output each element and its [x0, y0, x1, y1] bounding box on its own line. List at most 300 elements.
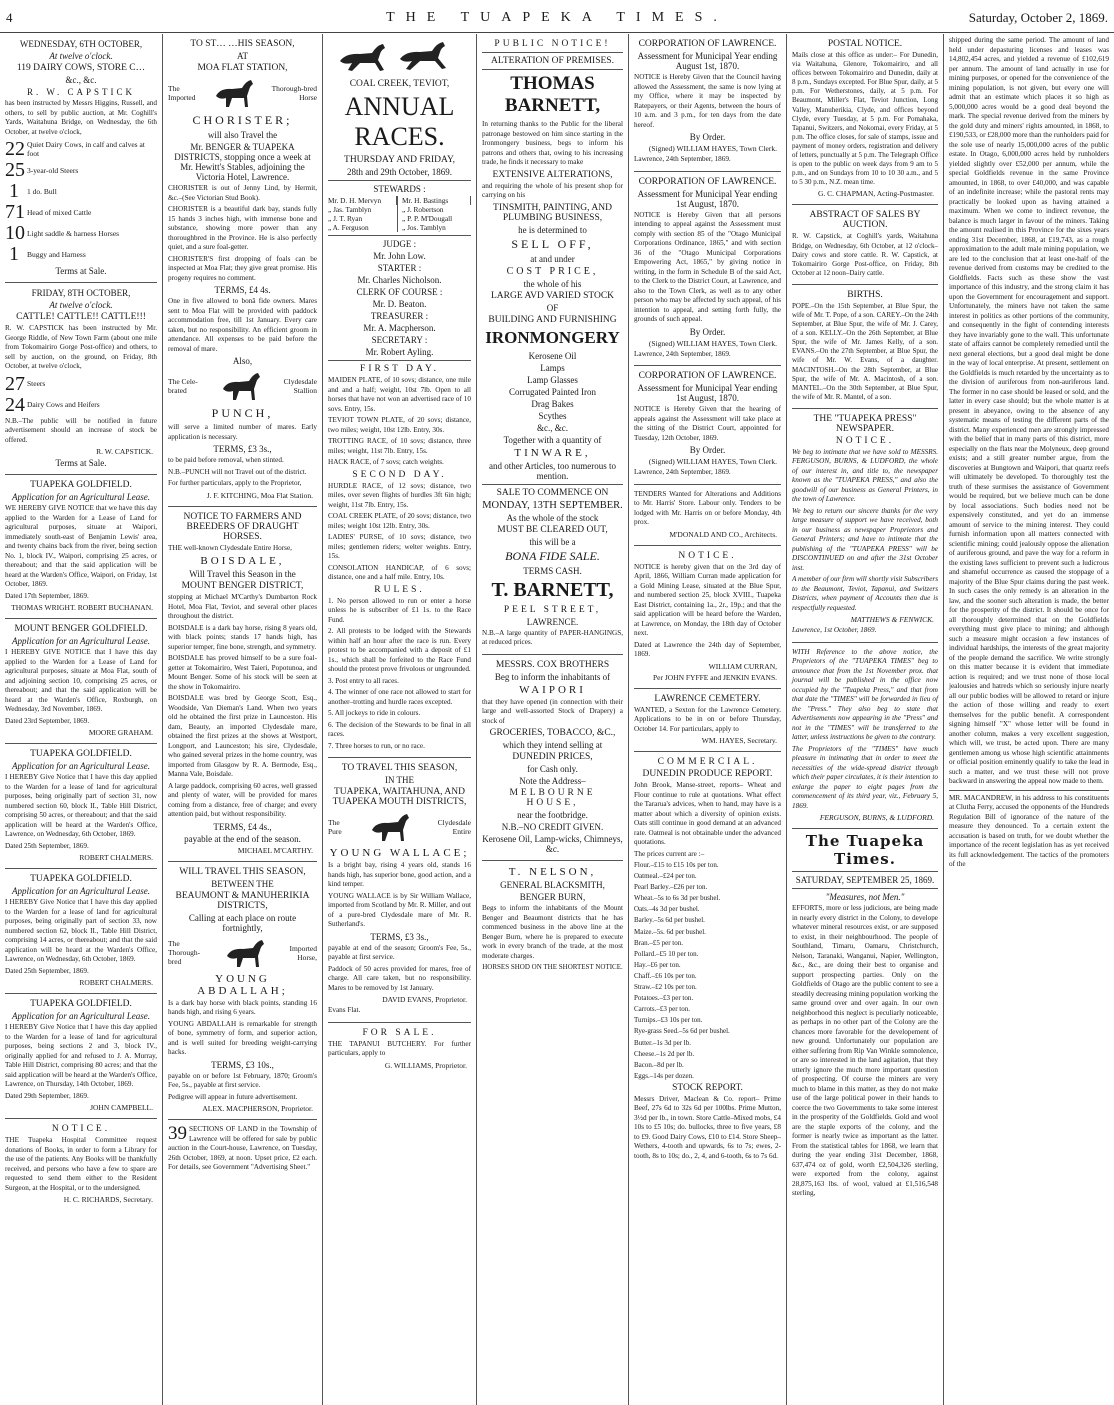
ad-heading: MESSRS. COX BROTHERS	[495, 659, 610, 670]
column-5	[629, 34, 787, 1405]
notice-sub: Application for an Agricultural Lease.	[11, 761, 151, 771]
notice-body: THE Tuapeka Hospital Committee request donations of Books, in order to form a Library for the use of the patients. Any Books will be thankfully received, and persons who have a few to spare are requested to send them either to the Resident Surgeon, at the Hospital, or to the undersigned.	[5, 1136, 157, 1192]
sale-time: At twelve o'clock.	[49, 300, 113, 310]
day-heading: SECOND DAY.	[352, 469, 447, 480]
item-list	[482, 351, 623, 433]
report-body: Messrs Driver, Maclean & Co. report– Prime Beef, 27s 6d to 32s 6d per 100lbs. Prime Mutton, 3½d per lb., in town. Store Cattle–Mixed mobs, £4 10s to £5 10s; do. bullocks, three to five years, £8 to £9. Good Dairy Cows, £10 to £14. Store Sheep– Wethers, 4-tooth and upwards, 6s to 7s; ewes, 2-tooth, 8s to 10s; do., 2, 4, and 6-tooth, 6s to 7s 6d.	[634, 1094, 781, 1160]
notice-date: Lawrence, 24th September, 1869.	[634, 468, 731, 476]
page-number: 4	[6, 10, 13, 25]
notice-body: NOTICE is hereby given that on the 3rd day of April, 1866, William Curran made application for a Gold Mining Lease, situated at the Blue Spur, and numbered section 25, block XVIII., Tuapeka East District, containing 1a., 2r., 19p.; and that the said application will be heard before the Warden, at Lawrence, on Monday, the 18th day of October next.	[634, 562, 781, 637]
ad-paragraph: will serve a limited number of mares. Early application is necessary.	[168, 423, 317, 441]
price-item: Oatmeal.–£24 per ton.	[634, 872, 697, 881]
hospital-notice	[5, 1119, 157, 1210]
ad-line: TERMS CASH.	[523, 565, 582, 576]
notice-date: Dated 23rd September, 1869.	[5, 716, 90, 725]
signature: M'DONALD AND CO., Architects.	[669, 529, 777, 539]
ad-paragraph: YOUNG WALLACE is by Sir William Wallace, imported from Scotland by Mr. R. Miller, and out of a pure-bred Clydesdale mare of Mr. R. Sutherland's.	[328, 891, 471, 928]
ad-heading: BUILDING AND FURNISHING	[488, 314, 617, 325]
ad-heading: BONA FIDE SALE.	[505, 548, 600, 563]
ad-paragraph: Is a dark bay horse with black points, standing 16 hands high, and rising 6 years.	[168, 998, 317, 1016]
signature: WILLIAM CURRAN,	[708, 661, 777, 671]
race-entry: MAIDEN PLATE, of 10 sovs; distance, one mile and and a half; weight, 10st 7lb. Open to all horses that have not won an advertised race of 10 sovs. Entry, 15s.	[328, 376, 471, 413]
ad-heading: TO TRAVEL THIS SEASON,	[341, 763, 458, 773]
ad-line: HORSES SHOD ON THE SHORTEST NOTICE.	[482, 963, 623, 971]
ad-paragraph: CHORISTER is a beautiful dark bay, stands fully 15 hands 3 inches high, with immense bone and substance, showing more power than any thoroughbred in the Province. He is also perfectly quiet, and a sure foal-getter.	[168, 205, 317, 251]
officer-name: Mr. Robert Ayling.	[365, 347, 434, 357]
editorial-date: SATURDAY, SEPTEMBER 25, 1869.	[795, 875, 935, 886]
signature: G. WILLIAMS, Proprietor.	[384, 1060, 467, 1070]
lot-description: 3-year-old Steers	[27, 165, 79, 175]
signature: (Signed) WILLIAM HAYES, Town Clerk.	[648, 457, 777, 466]
officer-title: CLERK OF COURSE :	[356, 287, 443, 297]
races-ad	[328, 34, 471, 758]
notice-heading: POSTAL NOTICE.	[827, 39, 903, 49]
lot-count: 1	[9, 180, 19, 202]
ad-line: will also Travel the	[207, 130, 278, 140]
lease-notice-5	[5, 994, 157, 1119]
price-item: Cheese.–1s 2d per lb.	[634, 1049, 695, 1058]
officer-name: Mr. D. Beaton.	[372, 299, 427, 309]
ad-heading: T. NELSON,	[508, 866, 597, 878]
stewards-right	[398, 196, 471, 232]
notice-body: POPE.–On the 15th September, at Blue Spur, the wife of Mr. T. Pope, of a son. CAREY.–On the 24th September, at Blue Spur, the wife of Mr. J. Carey, of a son. KELLY.–On the 26th September, at Blue Spur, the wife of Mr. James Kelly, of a son. EVANS.–On the 27th September, at Blue Spur, the wife of Mr. W. Evans, of a daughter. MACINTOSH.–On the 28th September, at Blue Spur, the wife of Mr. A. Macintosh, of a son. MANTEL.–On the 30th September, at Blue Spur, the wife of Mr. R. Mantel, of a son.	[792, 301, 938, 401]
ad-paragraph: A large paddock, comprising 60 acres, well grassed and plenty of water, will be provided for mares coming from a distance, free of charge; and every attention paid, but without responsibility.	[168, 781, 317, 818]
notice-body: We beg to intimate that we have sold to MESSRS. FERGUSON, BURNS, & LUDFORD, the whole of our interest in, and title to, the newspaper known as the "TUAPEKA PRESS," and also the goodwill of our business as General Printers, in the town of Lawrence.	[792, 447, 938, 504]
notice-heading: MOUNT BENGER GOLDFIELD.	[14, 624, 148, 634]
mining-lease-notice	[634, 546, 781, 689]
notice-heading: NOTICE.	[51, 1124, 111, 1134]
sale-body: R. W. CAPSTICK has been instructed by Mr. George Riddle, of New Town Farm (about one mile from Tokomairiro Gorge Post-office) and others, to sell by auction, on the ground, on Friday, 8th October, at twelve o'clock,	[5, 324, 157, 370]
notice-date: Lawrence, 24th September, 1869.	[634, 349, 731, 358]
notice-heading: CORPORATION OF LAWRENCE.	[638, 176, 777, 187]
ad-line: payable at the end of the season.	[184, 833, 301, 844]
signature: (Signed) WILLIAM HAYES, Town Clerk.	[648, 338, 777, 348]
ad-line: BENGER BURN,	[519, 892, 586, 902]
sale-heading: 119 DAIRY COWS, STORE C…	[16, 63, 146, 73]
report-line: The prices current are :–	[634, 849, 705, 858]
price-item: Carrots.–£3 per ton.	[634, 1005, 690, 1014]
notice-sub: Application for an Agricultural Lease.	[11, 886, 151, 896]
notice-body: I HEREBY Give Notice that I have this day applied to the Warden for a lease of land for agricultural purposes, being originally part of section 33, now numbered section 62, block II., Table Hill District, comprising 14 acres, or thereabout; and that the said application will be heard at the Warden's Office, Lawrence, on Wednesday, 6th October, 1869.	[5, 898, 157, 963]
ad-address: PEEL STREET,	[503, 604, 602, 615]
horse-block	[168, 76, 317, 110]
signature: J. F. KITCHING, Moa Flat Station.	[206, 490, 313, 500]
ad-heading: SELL OFF,	[511, 236, 594, 251]
horse-block	[168, 936, 317, 970]
lot-row	[5, 395, 157, 415]
blacksmith-ad	[482, 861, 623, 977]
merchant-name: T. BARNETT,	[491, 578, 614, 601]
rule: 3. Post entry to all races.	[328, 676, 399, 685]
boisdale-ad	[168, 507, 317, 862]
signature: (Signed) WILLIAM HAYES, Town Clerk.	[648, 144, 777, 153]
lot-description: Steers	[27, 379, 46, 388]
lot-description: 1 do. Bull	[27, 186, 57, 196]
column-1	[0, 34, 163, 1405]
officer-title: SECRETARY :	[371, 335, 428, 345]
horse-block	[328, 810, 471, 844]
ad-paragraph: BOISDALE has proved himself to be a sure foal-getter at Tokomairiro, West Taieri, Popotunoa, and Mount Benger. Some of his stock will be seen at the show in Tokomairiro.	[168, 654, 317, 691]
stewards-left	[328, 196, 398, 232]
price-item: Butter.–1s 3d per lb.	[634, 1038, 691, 1047]
ad-heading: FOR SALE.	[362, 1027, 437, 1038]
notice-body: NOTICE is Hereby Given that all persons intending to appeal against the Assessment must comply with section 85 of the "Otago Municipal Corporations Ordinance, 1865," and with section 36 of the "Otago Municipal Corporations Empowering Act, 1865," by giving notice in writing, in the form in Schedule B of the said Act, to the Clerk to the District Court, at Lawrence, and also to the Town Clerk, as well as to any other person who may be affected by such appeal, of his intention to appeal, and setting forth fully, the grounds of such appeal.	[634, 210, 781, 323]
ad-heading: BEAUMONT & MANUHERIKIA DISTRICTS,	[175, 890, 310, 911]
officer-name: Mr. John Low.	[373, 251, 426, 261]
ad-paragraph: One in five allowed to bonâ fide owners. Mares sent to Moa Flat will be provided with paddock accommodation free, till 1st January. Every care taken, but no responsibility. An efficient groom in attendance. All expenses to be paid before the removal of mare.	[168, 297, 317, 353]
report-body: John Brook, Manse-street, reports– Wheat and Flour continue to rule at quotations. What effect the Tararua's advices, when to hand, may have is a matter about which a diversity of opinion exists. Oats still continue in good demand at an advanced rate. Oatmeal is not obtainable under the advanced quotations.	[634, 781, 781, 846]
steward-name: Mr. D. H. Mervyn	[328, 196, 397, 205]
tuapeka-press-notice	[792, 409, 938, 643]
lease-notice-4	[5, 869, 157, 994]
notice-body: We beg to return our sincere thanks for the very large measure of support we have received, both in our business as newspaper Proprietors and General Printers; and have to intimate that the publishing of the "TUAPEKA PRESS" will be DISCONTINUED on and after the 31st October inst.	[792, 506, 938, 572]
lot-description: Dairy Cows and Heifers	[27, 400, 100, 409]
editorial-body-continued: shipped during the same period. The amount of land held under depasturing licenses and leases was 14,802,454 acres, and yielded a revenue of £102,619 per annum. The amount of land actually in use for mining purposes, or opened for the convenience of the mining population, is not given, but every one will admit that an estimate which places it so high as 5,000,000 acres would be a good deal beyond the mark. The special revenue derived from the miners by the gold duty and miners' rights amounted, in 1868, to £190,533, or £28,000 more than the runholders paid for the sole use of nearly 15,000,000 acres of the public estate. In Otago, 6,000,000 acres held by runholders yielded slightly over £52,000 per annum, while the special Goldfields revenue in the same Province amounted, in 1868, to over £40,000, and was capable of an indefinite increase; while the pastoral rents may practically be looked upon as having attained a maximum. When we come to indirect revenue, the balance is much larger in favour of the miners. Taking the amount realised in this Province for the sixes years ending 31st December, 1868, at £19,743, as a rough approximation to the adult male mining population, we are led to the conclusion that at least one-half of the revenue derived from customs may be credited to the Goldfields. Facts such as these show the vast importance of this industry, and the strong claim it has upon the Government for encouragement and support. Unfortunately, the miners have not taken the same interest in politics as other portions of the community, and consequently in the fight of contending interests they have invariably gone to the wall. This unfortunate state of affairs cannot be completely remedied until the next general elections, but a good deal might be done in the way of local enterprise. At present, settlement on the Goldfields is much retarded by the uncertainty as to the division of auriferous from non-auriferous land. The former in no case should be leased or sold, and the latter in every case should; but the whole matter is at present in abeyance, owing to the absence of any systematic means of testing the different parts of the district. Many experienced men are strongly impressed with the belief that in many parts of this district, more especially on the flats near the Molyneux, deep ground exists; and a still greater number argue, from the discoveries at Bungtown and Waipori, that quartz reefs will ultimately be developed. To thoroughly test the truth of these surmises the assistance of Government would be required, but we believe much can be done by local associations. Such bodies need not be expensively constituted, and yet do an immense amount of service to the mining interest. They could furnish information upon all matters connected with scientific mining; could jealously oppose the alienation of auriferous ground, and pave the way for a reform in the existing laws sufficient to prevent such a ludicrous and shameful occurrence as caused the stoppage of a majority of the Blue Spur claims during the past week. In such cases the only remedy is an alteration in the law, and the sooner such alteration is made, the better for the prosperity of the district. It should be once for all thoroughly determined that on the Goldfields everything must give place to mining; and although such a measure might occasion a few instances of individual hardships, the interests of the great majority of the people demand the sacrifice. We write strongly on this matter because it is evident that immediate action is required; and we trust none of those local jealousies and hatreds which so seriously injure nearly all our public bodies will be allowed to retard or injure the action of those willing and ready to exert themselves for the public benefit. A correspondent signing himself "X" whose letter will be found in another column, makes a very excellent suggestion, which will, we trust, be acted upon. There are many gentlemen among us whose high scientific attainments or official position eminently qualify to take the lead in such a matter, and we trust these will not prove backward in answering the appeal now made to them.	[949, 36, 1109, 785]
lot-description: Buggy and Harness	[27, 249, 86, 259]
steward-name: „ Jas. Tamblyn	[328, 205, 372, 214]
lot-description: Head of mixed Cattle	[27, 207, 92, 217]
horse-icon	[212, 76, 256, 110]
ad-line: Note the Address–	[519, 776, 586, 786]
ad-paragraph: and requiring the whole of his present shop for carrying on his	[482, 181, 623, 199]
price-item: Turnips.–£3 10s per ton.	[634, 1016, 703, 1025]
signature: MOORE GRAHAM.	[88, 728, 153, 737]
signature: H. C. RICHARDS, Secretary.	[63, 1195, 153, 1204]
terms: TERMS, £4 4s.	[214, 285, 271, 295]
editorial-motto: "Measures, not Men."	[825, 892, 905, 903]
newspaper-title: THE TUAPEKA TIMES.	[386, 10, 728, 25]
ad-paragraph: CHORISTER'S first dropping of foals can be inspected at Moa Flat; they give great promise. His progeny requires no comment.	[168, 254, 317, 282]
signature: WM. HAYES, Secretary.	[701, 736, 777, 745]
label: The	[168, 84, 180, 93]
sale-sub: &c., &c.	[65, 75, 97, 85]
label: Horse	[299, 93, 317, 102]
ad-heading: COST PRICE,	[506, 265, 599, 277]
report-heading: DUNEDIN PRODUCE REPORT.	[642, 769, 773, 779]
notice-date: Lawrence, 24th September, 1869.	[634, 155, 731, 163]
officer-title: JUDGE :	[382, 239, 417, 249]
stock-item: Lamp Glasses	[527, 374, 578, 385]
lot-row	[5, 202, 157, 222]
editorial-masthead: The Tuapeka Times.	[805, 832, 925, 869]
notice-body: NOTICE is Hereby Given that the Council having allowed the Assessment, the same is now lying at my Office, where it may be inspected by Ratepayers, or their Agents, between the hours of 10 a.m. and 3 p.m., for ten days from the date hereof.	[634, 73, 781, 129]
editorial-macandrew: MR. MACANDREW, in his address to his constituents at Clutha Ferry, accused the opponents of the Hundreds Regulation Bill of ignorance of the nature of the measure they denounced. To a certain extent the accusation is based on truth, for we doubt whether the importance of the recent legislation has as yet received its full acknowledgement. The tactics of the promoters of the	[949, 793, 1109, 868]
section-heading: COMMERCIAL.	[657, 757, 758, 767]
ad-heading: DUNEDIN PRICES,	[512, 752, 593, 762]
abstract-of-sales	[792, 205, 938, 284]
steward-name: Mr. H. Bastings	[402, 196, 471, 205]
editorial-body: EFFORTS, more or less judicious, are being made in nearly every district in the Colony, to develope whatever mineral resources exist, or are supposed to exist, in their neighbourhood. The people of Southland, Timaru, Oamaru, Christchurch, Nelson, Taranaki, Wanganui, Napier, Wellington, &c., &c., are doing their best to organise and support prospecting parties. Only on the Goldfields of Otago are the public content to see a steadily decreasing mining population working the same ground over and over again. In our own neighborhood this neglect is peculiarly noticeable, as perhaps in no other part of the Colony are the chances more favorable for the developement of new ground. Unfortunately our population are either suffering from Rip Van Winkle somnolence, or are so interested in the land agitation, that they utterly ignore the much more important question of prospecting. Of course the miners are very much to blame in this matter, as they do not make use of the large political power in their hands to coerce the two Governments to take some interest in the prosperity of the Goldfields. Gold and wool are the staple exports of the colony, and the former is nearly twice as important as the latter. From the statistical tables for 1868, we learn that during the year ending 31st December, 1868, 637,474 oz of gold, worth £2,504,326 sterling, were exported from the colony, against 28,875,163 lbs. of wool, valued at £1,516,548 sterling,	[792, 904, 938, 1198]
notice-date: Lawrence, 1st October, 1869.	[792, 626, 877, 635]
nb-note: N.B.–The public will be notified in future advertisement should an increase of stock be offered.	[5, 416, 157, 444]
officer-title: TREASURER :	[370, 311, 429, 321]
ad-line: OF	[546, 302, 559, 313]
lot-count: 10	[5, 222, 25, 244]
ad-paragraph: N.B.–A large quantity of PAPER-HANGINGS, at reduced prices.	[482, 628, 623, 646]
horse-icon	[219, 369, 263, 403]
ad-paragraph: In returning thanks to the Public for the liberal patronage bestowed on him since starting in the Ironmongery business, begs to inform his patrons and others that, owing to his increasing trade, he finds it necessary to make	[482, 120, 623, 166]
sale-heading: CATTLE! CATTLE!! CATTLE!!!	[16, 312, 146, 322]
notice-heading: TUAPEKA GOLDFIELD.	[30, 999, 132, 1009]
columns	[0, 34, 1114, 1405]
ad-heading: TO ST… …HIS SEASON,	[190, 39, 295, 49]
stock-item: Drag Bakes	[531, 398, 574, 409]
lot-description: Quiet Dairy Cows, in calf and calves at foot	[27, 140, 145, 158]
postal-notice	[792, 34, 938, 205]
lot-row	[5, 139, 157, 159]
price-item: Oats.–4s 3d per bushel.	[634, 905, 700, 914]
signature: FERGUSON, BURNS, & LUDFORD.	[819, 813, 934, 823]
price-item: Rye-grass Seed.–5s 6d per bushel.	[634, 1027, 730, 1036]
notice-heading: TUAPEKA GOLDFIELD.	[30, 874, 132, 884]
label: brated	[168, 386, 187, 395]
ad-paragraph: BOISDALE is a dark bay horse, rising 8 years old, with black points; stands 17 hands high, has superior temper, fine bone, strength, and symmetry.	[168, 623, 317, 651]
ad-paragraph: Pedigree will appear in future advertisement.	[168, 1092, 298, 1101]
ad-paragraph: Is a bright bay, rising 4 years old, stands 16 hands high, has superior bone, good action, and a kind temper.	[328, 861, 471, 888]
ad-line: Together with a quantity of	[503, 434, 602, 445]
signature: Per JOHN FYFFE and JENKIN EVANS.	[652, 672, 777, 682]
stewards-list	[328, 196, 471, 232]
land-sale-ad	[168, 1120, 317, 1179]
section-count: 39	[168, 1123, 187, 1144]
times-notice	[792, 643, 938, 830]
ad-heading: MOA FLAT STATION,	[197, 63, 288, 73]
notice-heading: THE "TUAPEKA PRESS" NEWSPAPER.	[813, 413, 917, 434]
notice-body: R. W. Capstick, at Coghill's yards, Waitahuna Bridge, on Wednesday, 6th October, at 12 o'clock–Dairy cows and store cattle. R. W. Capstick, at Tokomairiro Gorge Post-office, on Friday, 8th October at 12 noon–Dairy cattle.	[792, 232, 938, 277]
ad-address: LAWRENCE.	[526, 616, 579, 627]
column-2	[163, 34, 323, 1405]
price-list	[634, 861, 781, 1081]
notice-date: Dated at Lawrence the 24th day of September, 1869.	[634, 640, 781, 658]
label: Imported	[289, 943, 317, 953]
ad-paragraph: SECTIONS OF LAND in the Township of Lawrence will be offered for sale by public auction in the Court-house, Lawrence, on Tuesday, 26th October, 1869, at noon. Upset price, £2 each. For details, see Government "Advertising Sheet."	[168, 1125, 317, 1171]
barnett-ad	[482, 34, 623, 655]
signature: MATTHEWS & FENWICK.	[850, 615, 934, 625]
races-dates: 28th and 29th October, 1869.	[346, 167, 453, 177]
ad-paragraph: Paddock of 50 acres provided for mares, free of charge. All care taken, but no responsibility. Mares to be removed by 1st January.	[328, 964, 471, 992]
ad-sub: BETWEEN THE	[211, 878, 274, 889]
signature: ROBERT CHALMERS.	[79, 853, 153, 862]
label: The	[328, 818, 340, 827]
notice-line: By Order.	[689, 326, 726, 337]
terms: TERMS, £4 4s.,	[213, 821, 272, 832]
notice-body: WE HEREBY GIVE NOTICE that we have this day applied to the Warden for a Lease of Land for agricultural purposes, situate at Waipori, immediately south-east of Benjamin Lewis' area, and twenty chains back from the river, being section No. 1, block IV., Waipori, comprising 25 acres, or thereabout; and that the said application will be heard at the Warden's Office, Waipori, on Friday, 1st October, 1869.	[5, 504, 157, 588]
terms: Terms at Sale.	[55, 458, 107, 468]
sale-date: FRIDAY, 8TH OCTOBER,	[31, 288, 131, 298]
ad-heading: SALE TO COMMENCE ON	[496, 487, 609, 498]
ad-line: for Cash only.	[527, 764, 578, 774]
ad-paragraph: that they have opened (in connection with their large and well-assorted Stock of Drapery) a stock of	[482, 697, 623, 725]
ad-paragraph: payable at end of the season; Groom's Fee, 5s., payable at first service.	[328, 943, 471, 961]
lot-list	[5, 374, 157, 415]
notice-line: By Order.	[689, 132, 726, 142]
report-heading: STOCK REPORT.	[672, 1082, 743, 1093]
notice-heading: TUAPEKA GOLDFIELD.	[30, 749, 132, 759]
ad-paragraph: to be paid before removal, when stinted.	[168, 456, 284, 464]
ad-heading: WAIPORI	[519, 683, 586, 696]
price-item: Eggs.–14s per dozen.	[634, 1071, 694, 1080]
ironmongery-heading: IRONMONGERY	[485, 327, 620, 347]
lot-row	[5, 160, 157, 180]
horse-name: YOUNG WALLACE;	[329, 847, 470, 859]
ad-line: which they intend selling at	[502, 740, 603, 750]
rule: 4. The winner of one race not allowed to start for another–trotting and hurdle races excepted.	[328, 688, 471, 706]
lot-count: 71	[5, 201, 25, 223]
masthead	[0, 0, 1114, 33]
label: The Cele-	[168, 377, 198, 386]
ad-paragraph: CHORISTER is out of Jenny Lind, by Hermit, &c.–(See Victorian Stud Book).	[168, 184, 317, 202]
young-wallace-ad	[328, 758, 471, 1023]
corporation-notice-3	[634, 366, 781, 485]
corporation-notice-1	[634, 34, 781, 172]
ad-heading: NOTICE TO FARMERS AND BREEDERS OF DRAUGHT HORSES.	[183, 511, 302, 542]
notice-sub: Application for an Agricultural Lease.	[11, 1011, 151, 1021]
lot-row	[5, 244, 157, 264]
notice-heading: LAWRENCE CEMETERY.	[654, 693, 761, 704]
cox-brothers-ad	[482, 655, 623, 862]
tenders-notice	[634, 485, 781, 546]
race-entry: COAL CREEK PLATE, of 20 sovs; distance, two miles; weight 10st 12lb. Entry, 30s.	[328, 512, 471, 530]
rule: 5. All jockeys to ride in colours.	[328, 709, 421, 717]
issue-date: Saturday, October 2, 1869.	[968, 10, 1108, 25]
race-entry: TROTTING RACE, of 10 sovs; distance, three miles; weight, 11st 7lb. Entry, 15s.	[328, 437, 471, 455]
cattle-sale-ad-2	[5, 283, 157, 475]
notice-body: WANTED, a Sexton for the Lawrence Cemetery. Applications to be in on or before Thursday, October 14. For particulars, apply to	[634, 705, 781, 733]
young-abdallah-ad	[168, 862, 317, 1121]
ad-heading: MUST BE CLEARED OUT,	[497, 524, 608, 535]
column-3	[323, 34, 477, 1405]
lot-count: 1	[9, 243, 19, 265]
label: Imported	[168, 93, 196, 102]
signature: R. W. CAPSTICK.	[96, 447, 153, 456]
notice-sub: Assessment for Municipal Year ending 1st August, 1870.	[637, 383, 778, 403]
race-entry: TEVIOT TOWN PLATE, of 20 sovs; distance, two miles; weight, 10st 12lb. Entry, 30s.	[328, 416, 471, 434]
label: Thorough-bred	[271, 84, 317, 93]
ad-heading: WILL TRAVEL THIS SEASON,	[179, 866, 306, 877]
lot-row	[5, 181, 157, 201]
notice-line: By Order.	[689, 445, 726, 455]
ad-line: Kerosene Oil, Lamp-wicks, Chimneys, &c.	[482, 834, 623, 854]
ad-heading: ALTERATION OF PREMISES.	[491, 56, 614, 66]
signature: THOMAS WRIGHT. ROBERT BUCHANAN.	[11, 603, 153, 612]
signature: MICHAEL M'CARTHY.	[237, 845, 313, 855]
horse-name: CHORISTER;	[192, 113, 293, 127]
ad-heading: MOUNT BENGER DISTRICT,	[181, 581, 304, 591]
column-7	[944, 34, 1114, 1405]
ad-line: he is determined to	[518, 224, 587, 235]
label: Stallion	[293, 386, 317, 395]
rules-heading: RULES.	[374, 584, 425, 595]
sale-date: WEDNESDAY, 6TH OCTOBER,	[19, 39, 143, 49]
officer-title: STARTER :	[377, 263, 422, 273]
label: Pure	[328, 827, 342, 836]
label: Horse,	[297, 952, 317, 962]
notice-heading: TUAPEKA GOLDFIELD.	[30, 480, 132, 490]
price-item: Bran.–£5 per ton.	[634, 938, 683, 947]
ad-line: Also,	[232, 356, 253, 366]
corporation-notice-2	[634, 172, 781, 367]
cattle-sale-ad	[5, 34, 157, 283]
notice-sub: Assessment for Municipal Year ending August 1st, 1870.	[637, 51, 778, 71]
lot-description: Light saddle & harness Horses	[27, 228, 120, 238]
terms: TERMS, £3 3s.,	[213, 444, 272, 454]
notice-date: Dated 17th September, 1869.	[5, 591, 89, 600]
notice-sub: Application for an Agricultural Lease.	[11, 636, 151, 646]
horse-block	[168, 369, 317, 403]
horse-icon	[223, 936, 267, 970]
label: Thorough-	[168, 948, 201, 957]
ad-paragraph: For further particulars, apply to the Proprietor,	[168, 479, 302, 487]
ad-line: As the whole of the stock	[506, 512, 599, 523]
ad-paragraph: BOISDALE was bred by George Scott, Esq., Woodside, Van Dieman's Land. When two years old he obtained the first prize in Launceston. His dam, Beauty, an imported Clydesdale mare, obtained the first prizes at the shows at Westport, Longport, and Launceston; his sire, Clydesdale, who gained several prizes in the home country, was imported from Glasgow by R. A. Bermode, Esq., Manna Vale, Boisdale.	[168, 694, 317, 778]
rule: 6. The decision of the Stewards to be final in all races.	[328, 720, 471, 738]
notice-sub: Assessment for Municipal Year ending 1st August, 1870.	[637, 188, 778, 209]
signature: JOHN CAMPBELL.	[90, 1103, 153, 1112]
rule: 7. Three horses to run, or no race.	[328, 741, 425, 750]
ad-paragraph: THE TAPANUI BUTCHERY. For further particulars, apply to	[328, 1039, 471, 1057]
chorister-ad	[168, 34, 317, 507]
sale-time: At twelve o'clock.	[49, 51, 113, 61]
ad-heading: GROCERIES, TOBACCO, &C.,	[489, 728, 616, 738]
notice-heading: ABSTRACT OF SALES BY AUCTION.	[809, 210, 921, 231]
steward-name: „ A. Ferguson	[328, 223, 369, 232]
ad-line: the whole of his	[523, 278, 582, 289]
notice-heading: NOTICE.	[678, 550, 737, 561]
stock-item: Corrugated Painted Iron	[509, 386, 596, 397]
column-4	[477, 34, 629, 1405]
price-item: Maize.–5s. 6d per bushel.	[634, 927, 706, 936]
races-days: THURSDAY AND FRIDAY,	[344, 155, 455, 165]
label: bred	[168, 957, 182, 966]
stock-item: &c., &c.	[537, 422, 568, 433]
race-entry: HURDLE RACE, of 12 sovs; distance, two miles, over seven flights of hurdles 3ft 6in high; weight, 11st 7lb. Entry, 15s.	[328, 481, 471, 509]
lease-notice-1	[5, 475, 157, 619]
notice-body: Mails close at this office as under:– For Dunedin, via Waitahuna, Glenore, Tokomairiro, and all offices between Tokomairiro and Dunedin, daily at 8 p.m., Sundays excepted. For Blue Spur, daily, at 5 p.m. For Wetherstones, daily, at 5 p.m. For Beaumont, Miller's Flat, Teviot Junction, Long Valley, Manuherikia, Clyde, and offices beyond Clyde, every Tuesday, at 5 p.m. For Pomahaka, Tapanui, Switzers, and Nokomai, every Friday, at 5 p.m. The office closes, for sale of stamps, issue and payment of money orders, registration and delivery of letters, punctually at 5 p.m. The Telegraph Office is open to the public on week days from 9 am to 5 p.m., and on Sundays from 10 to 10 30 a.m., and 5 to 5 30 p.m., N.Z. mean time.	[792, 51, 938, 187]
rule: 1. No person allowed to run or enter a horse unless he is subscriber of £1 1s. to the Race Fund.	[328, 596, 471, 624]
horse-icon	[368, 810, 412, 844]
horse-name: PUNCH,	[211, 406, 274, 420]
steward-name: „ J. T. Ryan	[328, 214, 363, 223]
lot-count: 25	[5, 159, 25, 181]
lease-notice-2	[5, 619, 157, 744]
notice-body: A member of our firm will shortly visit Subscribers to the Beaumont, Teviot, Tapanui, and Switzers Districts, when payment of Accounts then due is respectfully requested.	[792, 575, 939, 612]
ad-line: and other Articles, too numerous to mention.	[489, 460, 616, 481]
lot-count: 24	[5, 393, 25, 416]
ad-paragraph: payable on or before 1st February, 1870; Groom's Fee, 5s., payable at first service.	[168, 1071, 317, 1089]
ad-heading: PUBLIC NOTICE!	[494, 39, 611, 49]
sale-body: has been instructed by Messrs Higgins, Russell, and others, to sell by public auction, at Mr. Coghill's Yards, Waitahuna Bridge, on Wednesday, the 6th October, at twelve o'clock,	[5, 99, 157, 136]
race-entry: HACK RACE, of 7 sovs; catch weights.	[328, 458, 444, 466]
lot-row	[5, 223, 157, 243]
stock-item: Kerosene Oil	[528, 350, 577, 361]
terms: TERMS, £3 10s.,	[211, 1059, 274, 1070]
price-item: Hay.–£6 per ton.	[634, 960, 681, 969]
steward-name: „ J. Robertson	[402, 205, 444, 214]
ad-heading: TUAPEKA, WAITAHUNA, AND TUAPEKA MOUTH DISTRICTS,	[332, 787, 467, 807]
notice-sub: Application for an Agricultural Lease.	[11, 492, 151, 502]
auctioneer: R. W. CAPSTICK	[26, 87, 136, 97]
ad-line: near the footbridge.	[517, 810, 588, 820]
horse-name: BOISDALE,	[200, 555, 285, 567]
notice-body: I HEREBY Give Notice that I have this day applied to the Warden for a lease of land for agricultural purposes, being sections 2 and 3, block IV., originally applied for and refused to J. A. Murray, Table Hill District, comprising 80 acres; and that the said application will be heard at the Warden's Office, Lawrence, on Thursday, 14th October, 1869.	[5, 1023, 157, 1088]
price-item: Straw.–£2 10s per ton.	[634, 983, 697, 992]
race-entry: CONSOLATION HANDICAP, of 6 sovs; distance, one and a half mile. Entry, 10s.	[328, 563, 471, 581]
ad-paragraph: stopping at Michael M'Carthy's Dumbarton Rock Hotel, Moa Flat, Teviot, and several other places throughout the district.	[168, 593, 317, 620]
label: The	[168, 939, 180, 948]
racehorses-icon	[330, 37, 470, 77]
day-heading: FIRST DAY.	[360, 364, 439, 374]
notice-body: WITH Reference to the above notice, the Proprietors of the "TUAPEKA TIMES" beg to announce that from the 1st November prox. that journal will be published in the office now occupied by the "Tuapeka Press," and that from that date the "TIMES" will be forwarded in lieu of the "Press." They also beg to state that Advertisements now appearing in the "Press" and not in the "TIMES" will be transferred to the latter, unless instructions be given to the contrary.	[792, 647, 938, 742]
